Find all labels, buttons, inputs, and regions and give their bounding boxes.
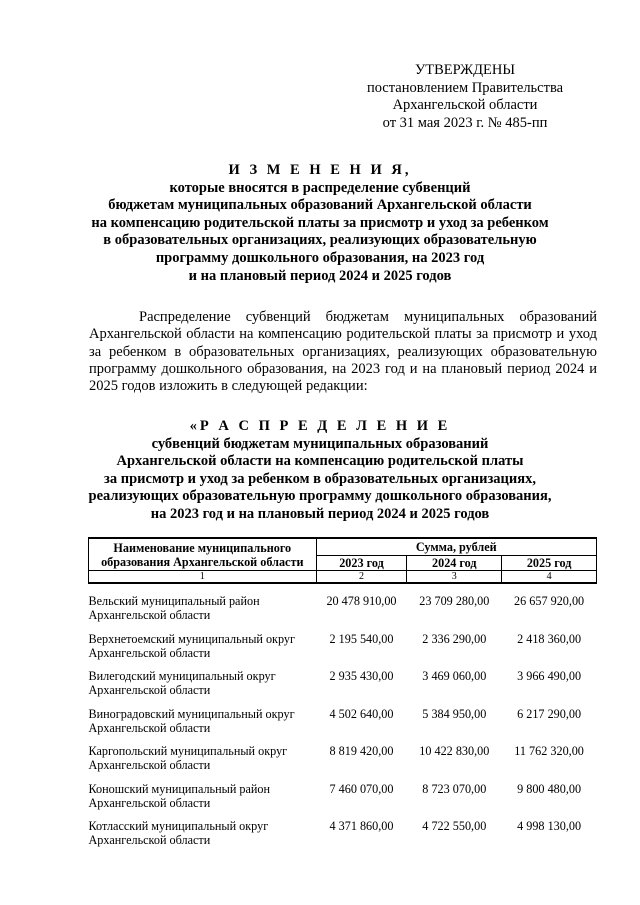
municipality-region-line: Архангельской области <box>88 720 211 735</box>
distribution-title-line: реализующих образовательную программу дошкольного образования, <box>88 488 552 505</box>
name-header-line: образования Архангельской области <box>101 554 304 569</box>
column-number: 4 <box>502 571 597 584</box>
distribution-title-line: на 2023 год и на плановый период 2024 и 2025 годов <box>150 505 490 522</box>
amount-2025: 4 998 130,00 <box>517 819 582 833</box>
municipality-name <box>89 744 317 782</box>
municipality-region-line: Архангельской области <box>88 833 211 847</box>
municipality-name <box>89 707 317 745</box>
year-header-2025: 2025 год <box>502 556 597 571</box>
municipality-name <box>89 819 317 857</box>
municipality-name-line: Коношский муниципальный район <box>88 781 271 796</box>
municipality-name <box>89 669 317 707</box>
municipality-name <box>89 583 317 632</box>
column-number: 3 <box>407 571 502 584</box>
amount-2024: 3 469 060,00 <box>422 669 487 683</box>
name-header-line: Наименование муниципального <box>113 540 292 555</box>
distribution-title <box>60 418 580 524</box>
distribution-title-line: субвенций бюджетам муниципальных образований <box>151 435 489 452</box>
approval-stamp <box>340 62 590 132</box>
table-row <box>89 782 597 820</box>
changes-heading: И З М Е Н Е Н И Я, <box>228 162 412 178</box>
distribution-heading: «Р А С П Р Е Д Е Л Е Н И Е <box>189 418 451 434</box>
changes-title-line: бюджетам муниципальных образований Архангельской области <box>108 197 532 214</box>
approval-line-decree: постановлением Правительства <box>366 79 564 96</box>
changes-title-line: и на плановый период 2024 и 2025 годов <box>188 267 452 284</box>
amount-2024: 2 336 290,00 <box>422 631 487 646</box>
amount-2023: 20 478 910,00 <box>326 594 397 608</box>
table-row <box>89 819 597 857</box>
name-column-header <box>89 538 317 571</box>
municipality-name-line: Верхнетоемский муниципальный округ <box>88 631 296 646</box>
municipality-region-line: Архангельской области <box>88 795 211 810</box>
table-row <box>89 707 597 745</box>
changes-title-line: на компенсацию родительской платы за присмотр и уход за ребенком <box>91 214 549 231</box>
approval-line-date: от 31 мая 2023 г. № 485-пп <box>382 114 548 131</box>
amount-2025: 3 966 490,00 <box>517 669 582 683</box>
municipality-name-line: Котласский муниципальный округ <box>88 819 269 833</box>
amount-2023: 4 502 640,00 <box>329 706 394 721</box>
amount-2023: 4 371 860,00 <box>329 819 394 833</box>
amount-2025: 11 762 320,00 <box>514 744 584 758</box>
amount-2024: 8 723 070,00 <box>422 781 487 796</box>
changes-title-line: программу дошкольного образования, на 2023 год <box>155 249 485 266</box>
amount-2025: 6 217 290,00 <box>517 706 582 721</box>
municipality-name <box>89 632 317 670</box>
amount-2025: 2 418 360,00 <box>517 631 582 646</box>
table-row <box>89 744 597 782</box>
approval-line-approved: УТВЕРЖДЕНЫ <box>414 62 516 78</box>
intro-paragraph-text: Распределение субвенций бюджетам муниципальных образований Архангельской области на компенсацию родительской платы за присмотр и уход за ребенком в образовательных организациях, реализующих образовательную программу дошкольного образования, на 2023 год и на плановый период 2024 и 2025 годов изложить в следующей редакции: <box>89 309 597 395</box>
sum-column-header: Сумма, рублей <box>316 538 596 556</box>
amount-2023: 2 195 540,00 <box>329 631 394 646</box>
approval-line-region: Архангельской области <box>392 97 538 113</box>
amount-2025: 9 800 480,00 <box>517 781 582 796</box>
amount-2025: 26 657 920,00 <box>514 594 585 608</box>
column-number: 2 <box>316 571 407 584</box>
municipality-region-line: Архангельской области <box>88 683 211 697</box>
distribution-title-line: за присмотр и уход за ребенком в образовательных организациях, <box>104 470 536 487</box>
amount-2024: 5 384 950,00 <box>422 706 487 721</box>
municipality-name <box>89 782 317 820</box>
amount-2023: 7 460 070,00 <box>329 781 394 796</box>
changes-title-line: которые вносятся в распределение субвенций <box>169 179 471 196</box>
distribution-title-line: Архангельской области на компенсацию родительской платы <box>116 453 524 470</box>
amount-2024: 4 722 550,00 <box>422 819 487 833</box>
municipality-name-line: Вилегодский муниципальный округ <box>88 669 276 683</box>
intro-paragraph <box>89 309 597 395</box>
table-row <box>89 583 597 632</box>
amount-2024: 10 422 830,00 <box>419 744 490 758</box>
year-header-2023: 2023 год <box>316 556 407 571</box>
municipality-region-line: Архангельской области <box>88 608 211 622</box>
municipality-region-line: Архангельской области <box>88 645 211 660</box>
subvention-table <box>88 537 597 857</box>
table-row <box>89 669 597 707</box>
year-header-2024: 2024 год <box>407 556 502 571</box>
municipality-name-line: Каргопольский муниципальный округ <box>88 744 288 758</box>
municipality-name-line: Виноградовский муниципальный округ <box>88 706 295 721</box>
amount-2023: 8 819 420,00 <box>329 744 394 758</box>
column-number: 1 <box>89 571 317 584</box>
table-row <box>89 632 597 670</box>
changes-title-line: в образовательных организациях, реализующих образовательную <box>103 232 537 249</box>
amount-2024: 23 709 280,00 <box>419 594 490 608</box>
municipality-region-line: Архангельской области <box>88 758 211 772</box>
amount-2023: 2 935 430,00 <box>329 669 394 683</box>
municipality-name-line: Вельский муниципальный район <box>88 594 260 608</box>
changes-title <box>60 162 580 285</box>
